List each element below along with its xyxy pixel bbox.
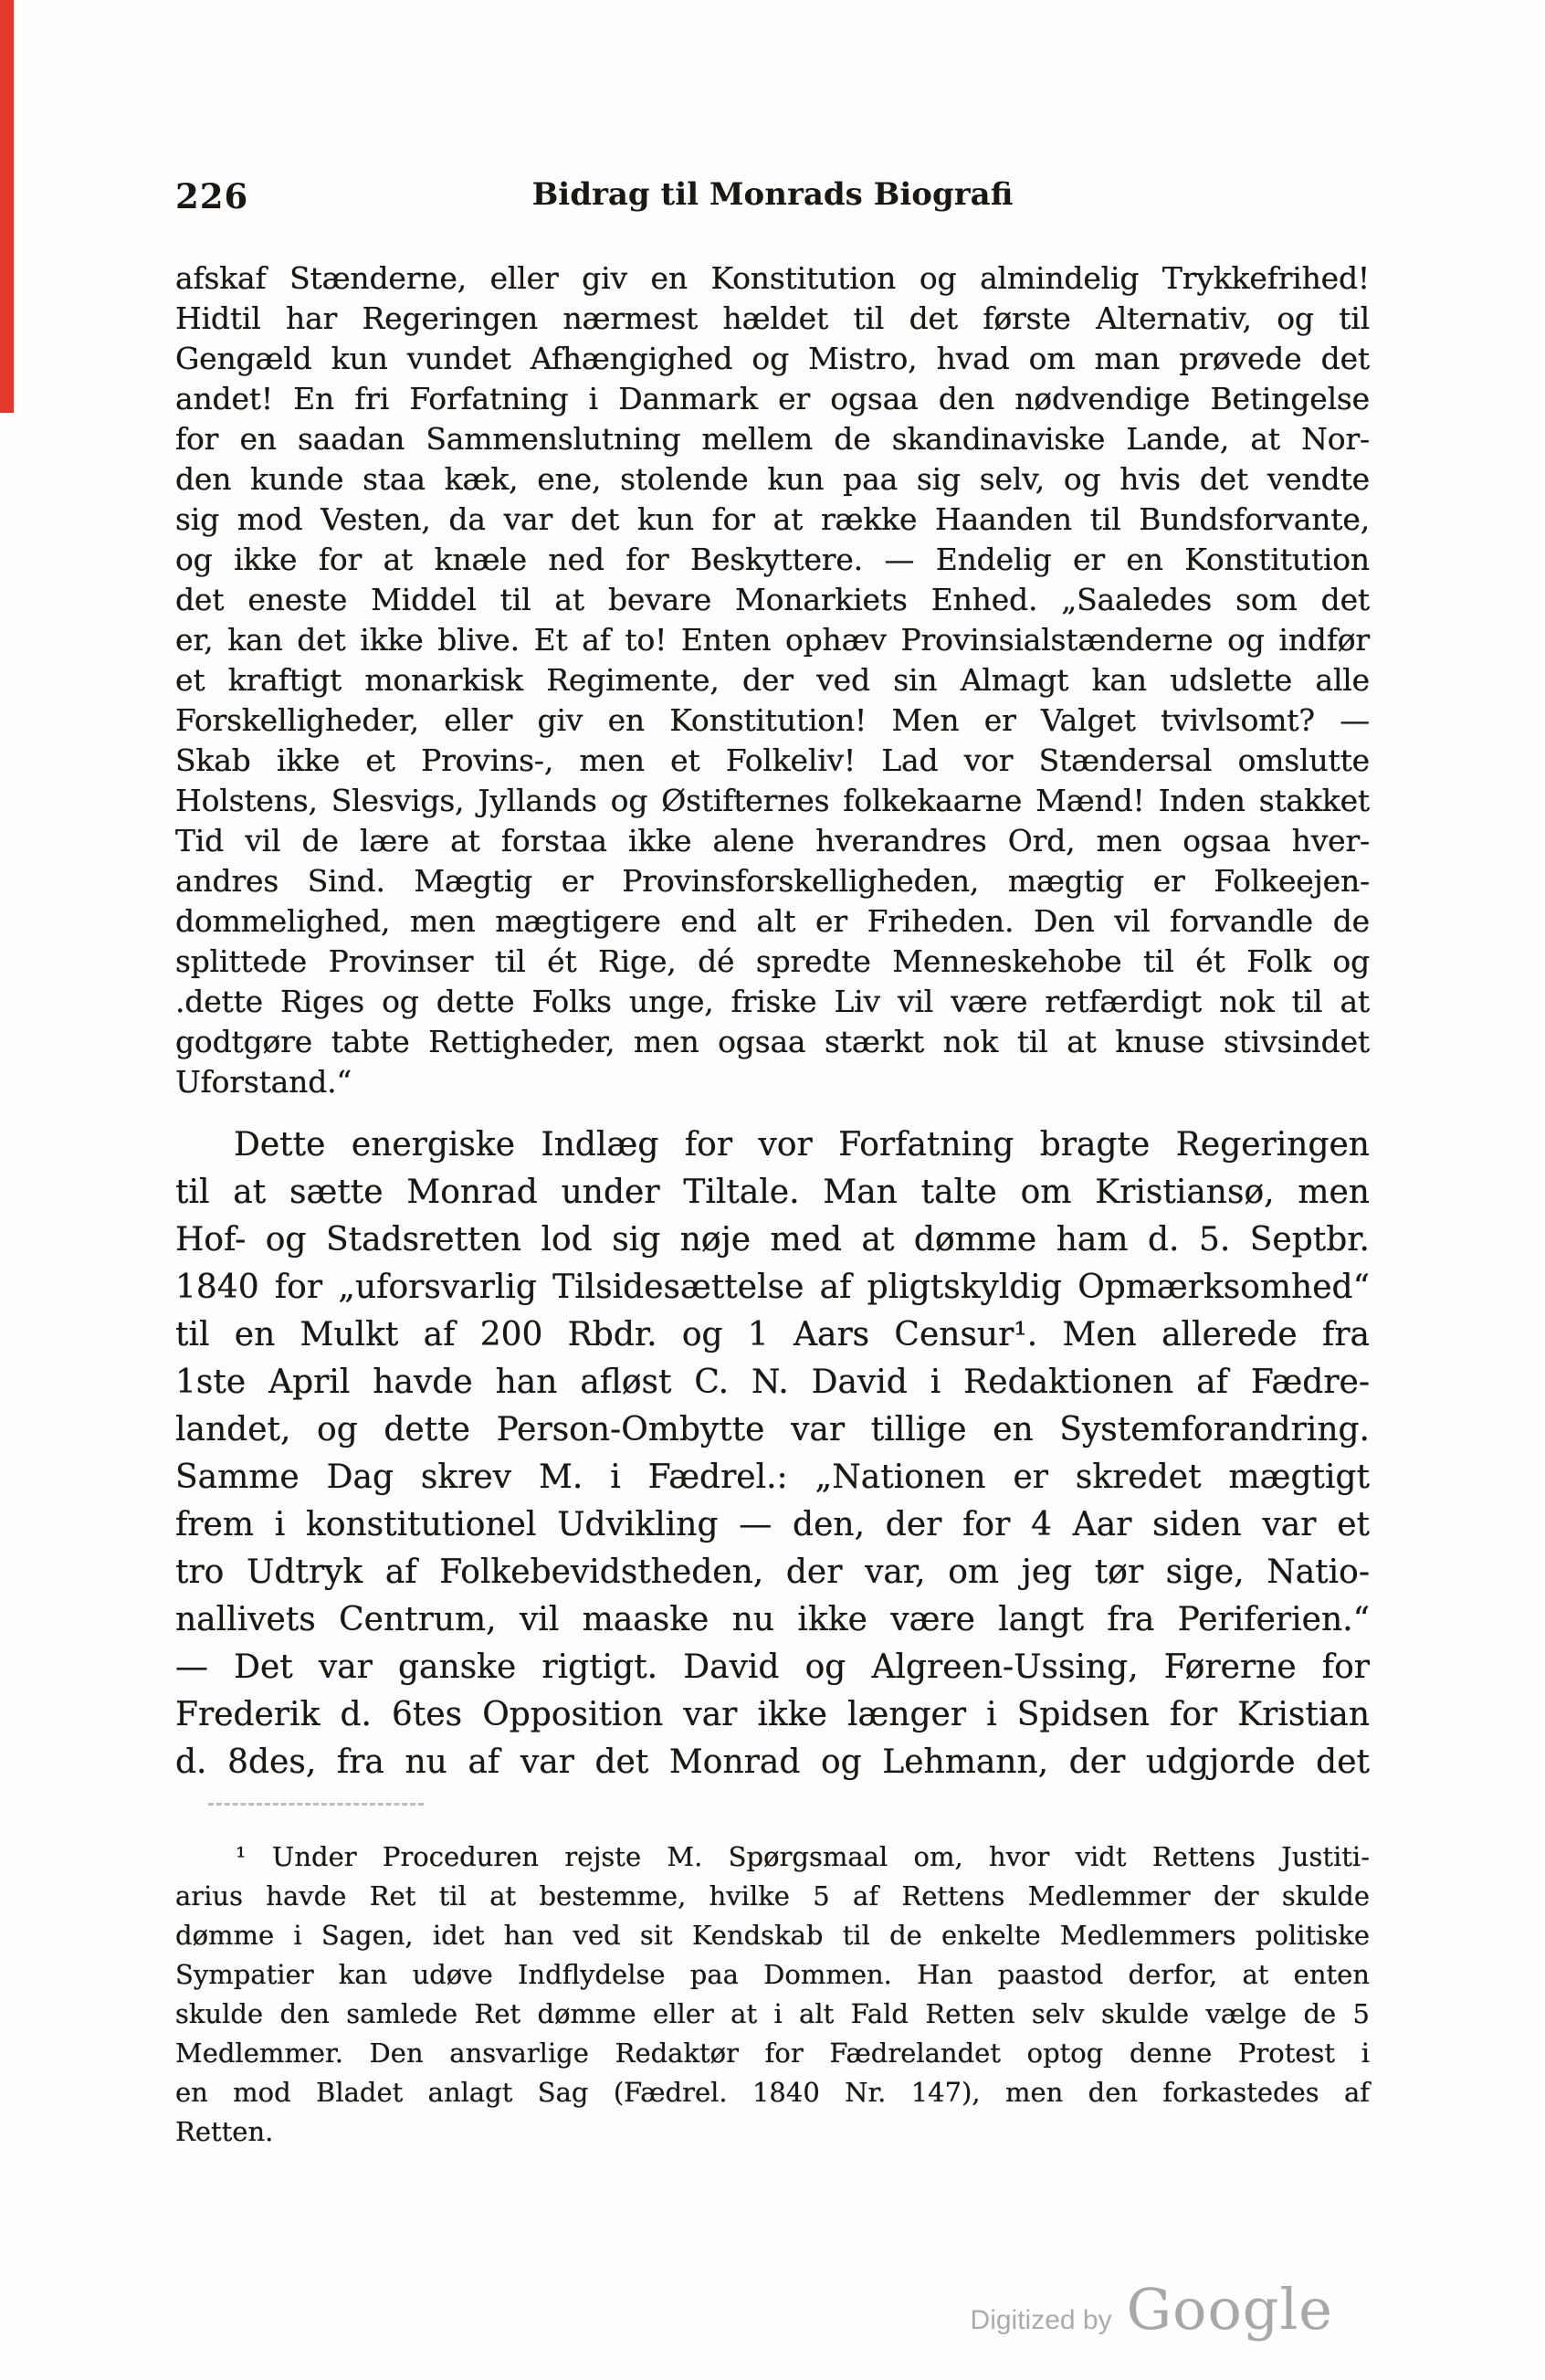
text-line: Uforstand.“	[175, 1064, 352, 1100]
text-line: Samme Dag skrev M. i Fædrel.: „Nationen er skredet mægtigt	[175, 1459, 1370, 1496]
text-line: 1840 for „uforsvarlig Tilsidesættelse af pligtskyldig Opmærksomhed“	[175, 1269, 1370, 1306]
text-line: Forskelligheder, eller giv en Konstitution! Men er Valget tvivlsomt? —	[175, 702, 1370, 738]
digitized-by-label: Digitized by	[970, 2305, 1112, 2335]
text-line: Tid vil de lære at forstaa ikke alene hverandres Ord, men ogsaa hver-	[175, 823, 1370, 858]
text-line: er, kan det ikke blive. Et af to! Enten ophæv Provinsialstænderne og indfør	[175, 622, 1370, 658]
footnote-separator	[208, 1803, 424, 1806]
text-line: Medlemmer. Den ansvarlige Redaktør for Fædrelandet optog denne Protest i	[175, 2038, 1370, 2069]
text-line: sig mod Vesten, da var det kun for at række Haanden til Bundsforvante,	[175, 501, 1370, 537]
text-line: afskaf Stænderne, eller giv en Konstitution og almindelig Trykkefrihed!	[175, 260, 1370, 296]
page-number: 226	[175, 176, 249, 216]
text-line: Dette energiske Indlæg for vor Forfatning bragte Regeringen	[234, 1126, 1370, 1164]
text-line: det eneste Middel til at bevare Monarkiets Enhed. „Saaledes som det	[175, 582, 1370, 617]
scan-edge-artifact	[0, 0, 14, 413]
text-line: Sympatier kan udøve Indflydelse paa Dommen. Han paastod derfor, at enten	[175, 1959, 1370, 1990]
text-line: frem i konstitutionel Udvikling — den, der for 4 Aar siden var et	[175, 1506, 1370, 1543]
text-line: tro Udtryk af Folkebevidstheden, der var, om jeg tør sige, Natio-	[175, 1553, 1370, 1591]
text-line: splittede Provinser til ét Rige, dé spredte Menneskehobe til ét Folk og	[175, 943, 1370, 979]
text-line: arius havde Ret til at bestemme, hvilke 5 af Rettens Medlemmer der skulde	[175, 1880, 1370, 1911]
text-line: landet, og dette Person-Ombytte var tillige en Systemforandring.	[175, 1411, 1370, 1448]
digitized-watermark	[971, 2276, 1333, 2343]
text-line: 1ste April havde han afløst C. N. David i Redaktionen af Fædre-	[175, 1364, 1370, 1401]
text-line: godtgøre tabte Rettigheder, men ogsaa stærkt nok til at knuse stivsindet	[175, 1024, 1370, 1059]
text-line: Hidtil har Regeringen nærmest hældet til det første Alternativ, og til	[175, 300, 1370, 336]
running-title: Bidrag til Monrads Biografi	[531, 176, 1014, 213]
text-line: andet! En fri Forfatning i Danmark er ogsaa den nødvendige Betingelse	[175, 381, 1370, 416]
text-line: skulde den samlede Ret dømme eller at i alt Fald Retten selv skulde vælge de 5	[175, 1998, 1370, 2029]
text-line: Retten.	[175, 2116, 274, 2147]
text-line: d. 8des, fra nu af var det Monrad og Lehmann, der udgjorde det	[175, 1743, 1370, 1781]
paragraph-2	[175, 1122, 1370, 1786]
text-line: andres Sind. Mægtig er Provinsforskelligheden, mægtig er Folkeejen-	[175, 863, 1370, 899]
text-line: til en Mulkt af 200 Rbdr. og 1 Aars Censur¹. Men allerede fra	[175, 1316, 1370, 1353]
text-line: en mod Bladet anlagt Sag (Fædrel. 1840 Nr. 147), men den forkastedes af	[175, 2077, 1370, 2108]
google-logo: Google	[1126, 2276, 1333, 2343]
footnote	[175, 1838, 1370, 2152]
text-line: dommelighed, men mægtigere end alt er Friheden. Den vil forvandle de	[175, 903, 1370, 939]
text-line: for en saadan Sammenslutning mellem de skandinaviske Lande, at Nor-	[175, 421, 1370, 457]
text-line: ¹ Under Proceduren rejste M. Spørgsmaal om, hvor vidt Rettens Justiti-	[236, 1841, 1370, 1872]
text-line: til at sætte Monrad under Tiltale. Man talte om Kristiansø, men	[175, 1174, 1370, 1211]
text-line: og ikke for at knæle ned for Beskyttere. — Endelig er en Konstitution	[175, 542, 1370, 577]
text-line: nallivets Centrum, vil maaske nu ikke være langt fra Periferien.“	[175, 1601, 1370, 1638]
text-line: Frederik d. 6tes Opposition var ikke længer i Spidsen for Kristian	[175, 1696, 1370, 1733]
text-line: .dette Riges og dette Folks unge, friske Liv vil være retfærdigt nok til at	[175, 984, 1370, 1019]
text-line: den kunde staa kæk, ene, stolende kun paa sig selv, og hvis det vendte	[175, 461, 1370, 497]
text-line: Skab ikke et Provins-, men et Folkeliv! Lad vor Stændersal omslutte	[175, 742, 1370, 778]
text-line: — Det var ganske rigtigt. David og Algreen-Ussing, Førerne for	[175, 1648, 1370, 1686]
paragraph-1	[175, 258, 1370, 1102]
text-line: Gengæld kun vundet Afhængighed og Mistro, hvad om man prøvede det	[175, 341, 1370, 376]
page-header	[175, 176, 1370, 220]
text-line: Holstens, Slesvigs, Jyllands og Østifternes folkekaarne Mænd! Inden stakket	[175, 783, 1370, 818]
text-line: et kraftigt monarkisk Regimente, der ved sin Almagt kan udslette alle	[175, 662, 1370, 698]
text-line: Hof- og Stadsretten lod sig nøje med at dømme ham d. 5. Septbr.	[175, 1221, 1370, 1258]
text-line: dømme i Sagen, idet han ved sit Kendskab til de enkelte Medlemmers politiske	[175, 1920, 1370, 1951]
